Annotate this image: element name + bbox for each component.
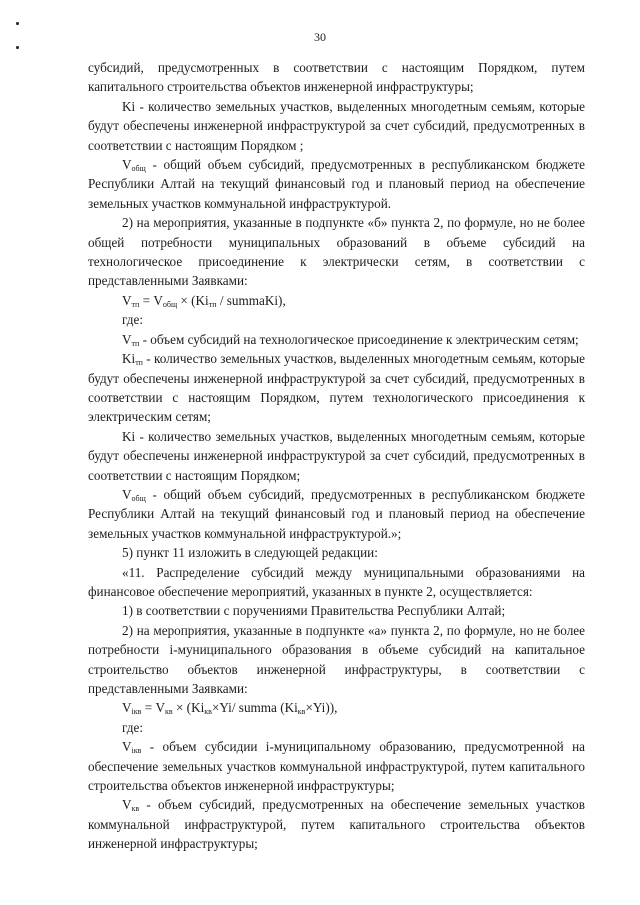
text-run: где:: [122, 312, 143, 328]
subscript: тп: [131, 338, 140, 348]
subscript: тп: [135, 358, 143, 368]
text-run: V: [122, 157, 132, 173]
subscript: общ: [131, 164, 146, 174]
text-run: - объем субсидии i-муниципальному образованию, предусмотренной на обеспечение земельных участков коммунальной инфраструктурой, путем капитального строительства объектов инженерной инфраструктуры;: [88, 739, 585, 794]
text-run: Ki - количество земельных участков, выделенных многодетным семьям, которые будут обеспечены инженерной инфраструктурой за счет субсидий, предусмотренных в соответствии с настоящим Порядком ;: [88, 98, 585, 153]
text-run: × (Ki: [177, 292, 209, 308]
paragraph: [88, 563, 585, 602]
subscript: тп: [208, 299, 217, 309]
subscript: iкв: [131, 707, 142, 717]
subscript: кв: [131, 804, 140, 814]
text-run: V: [122, 797, 132, 813]
paragraph: [88, 737, 585, 795]
text-run: Ki: [122, 351, 136, 367]
text-run: 1) в соответствии с поручениями Правительства Республики Алтай;: [122, 603, 506, 619]
text-run: - количество земельных участков, выделенных многодетным семьям, которые будут обеспечены инженерной инфраструктурой за счет субсидий, предусмотренных в соответствии с настоящим Порядком, путем технологического присоединения к электрическим сетям;: [88, 351, 585, 425]
text-run: где:: [122, 719, 143, 735]
paragraph: [88, 213, 585, 291]
page-number: 30: [314, 30, 326, 44]
text-run: - общий объем субсидий, предусмотренных в республиканском бюджете Республики Алтай на текущий финансовый год и плановый период на обеспечение земельных участков коммунальной инфраструктурой.: [88, 157, 585, 211]
paragraph: [88, 330, 585, 349]
where-label: [88, 718, 585, 737]
subscript: общ: [162, 299, 178, 309]
text-run: ×Yi)),: [305, 700, 338, 716]
subscript: кв: [204, 707, 212, 717]
text-run: V: [122, 486, 132, 502]
text-run: = V: [139, 292, 163, 308]
scan-mark: [16, 46, 19, 49]
where-label: [88, 310, 585, 329]
subscript: кв: [164, 707, 173, 717]
text-run: 2) на мероприятия, указанные в подпункте «б» пункта 2, по формуле, но не более общей потребности муниципальных образований в объеме субсидий на технологическое присоединение к электрически сетям, в соответствии с представленными Заявками:: [88, 215, 585, 289]
text-run: - объем субсидий, предусмотренных на обеспечение земельных участков коммунальной инфраструктурой, путем капитального строительства объектов инженерной инфраструктуры;: [88, 797, 585, 852]
text-run: «11. Распределение субсидий между муниципальными образованиями на финансовое обеспечение мероприятий, указанных в пункте 2, осуществляется:: [88, 564, 585, 599]
subscript: iкв: [131, 746, 142, 756]
formula-line: [88, 698, 585, 717]
paragraph: [88, 543, 585, 562]
text-run: V: [122, 331, 132, 347]
paragraph: [88, 601, 585, 620]
paragraph: [88, 155, 585, 213]
paragraph: субсидий, предусмотренных в соответствии с настоящим Порядком, путем капитального строительства объектов инженерной инфраструктуры;: [88, 60, 585, 95]
text-run: V: [122, 700, 132, 716]
paragraph: [88, 621, 585, 699]
text-run: - общий объем субсидий, предусмотренных в республиканском бюджете Республики Алтай на текущий финансовый год и плановый период на обеспечение земельных участков коммунальной инфраструктурой.»;: [88, 486, 585, 541]
subscript: тп: [131, 299, 140, 309]
text-run: V: [122, 739, 132, 755]
subscript: общ: [131, 493, 146, 503]
text-run: 5) пункт 11 изложить в следующей редакции:: [122, 545, 378, 561]
text-run: 2) на мероприятия, указанные в подпункте «а» пункта 2, по формуле, но не более потребности i-муниципального образования в объеме субсидий на капитальное строительство объектов инженерной инфраструктуры, в соответствии с представленными Заявками:: [88, 622, 585, 696]
text-run: V: [122, 292, 132, 308]
text-run: × (Ki: [172, 700, 205, 716]
text-run: - объем субсидий на технологическое присоединение к электрическим сетям;: [139, 331, 579, 347]
subscript: кв: [297, 707, 306, 717]
paragraph: [88, 795, 585, 853]
text-run: = V: [141, 700, 165, 716]
text-run: ×Yi/ summa (Ki: [211, 700, 298, 716]
paragraph: [88, 349, 585, 427]
text-run: / summaKi),: [216, 292, 286, 308]
paragraph: [88, 485, 585, 543]
paragraph: [88, 427, 585, 485]
formula-line: [88, 291, 585, 310]
paragraph: [88, 97, 585, 155]
scan-mark: [16, 22, 19, 25]
text-run: Ki - количество земельных участков, выделенных многодетным семьям, которые будут обеспечены инженерной инфраструктурой за счет субсидий, предусмотренных в соответствии с настоящим Порядком;: [88, 428, 585, 483]
document-text: [88, 58, 585, 854]
